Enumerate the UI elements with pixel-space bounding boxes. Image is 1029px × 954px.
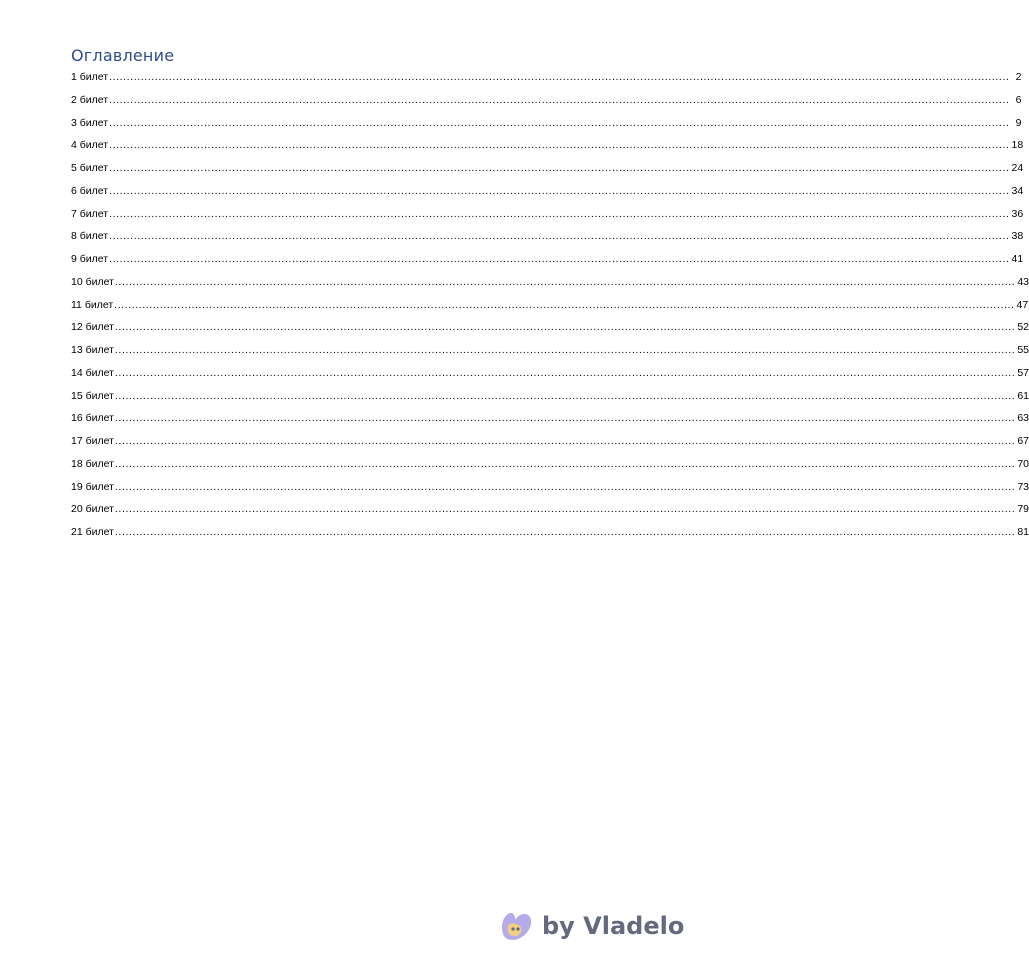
toc-entry-label: 18 билет — [71, 457, 114, 470]
toc-entry-page: 57 — [1017, 366, 1029, 379]
toc-entry[interactable] — [71, 161, 1024, 184]
toc-leader-dots — [109, 93, 1009, 108]
toc-entry-label: 12 билет — [71, 321, 114, 334]
toc-entry-page: 36 — [1011, 207, 1024, 220]
toc-entry-page: 18 — [1011, 139, 1024, 152]
toc-entry[interactable] — [71, 457, 1029, 480]
toc-entry[interactable] — [71, 434, 1029, 457]
toc-entry-label: 7 билет — [71, 207, 109, 220]
toc-entry[interactable] — [71, 252, 1024, 275]
watermark — [496, 904, 684, 948]
toc-entry[interactable] — [71, 207, 1024, 230]
toc-leader-dots — [109, 252, 1009, 267]
toc-entry-page: 52 — [1017, 321, 1029, 334]
toc-entry-page: 61 — [1017, 389, 1029, 402]
toc-entry-page: 55 — [1017, 344, 1029, 356]
toc-leader-dots — [109, 116, 1009, 131]
toc-leader-dots — [115, 366, 1015, 381]
toc-entry-label: 19 билет — [71, 480, 114, 493]
toc-entry-page: 41 — [1011, 253, 1024, 265]
toc-entry[interactable] — [71, 275, 1029, 298]
toc-entry[interactable] — [71, 93, 1022, 116]
toc-entry[interactable] — [71, 389, 1029, 412]
toc-entry-label: 21 билет — [71, 526, 114, 538]
toc-entry-label: 8 билет — [71, 230, 109, 243]
toc-list — [71, 70, 1029, 548]
toc-leader-dots — [109, 207, 1009, 222]
toc-leader-dots — [115, 502, 1015, 517]
toc-entry-page: 81 — [1017, 526, 1029, 538]
toc-entry-page: 38 — [1011, 230, 1024, 243]
toc-leader-dots — [115, 457, 1015, 472]
toc-leader-dots — [115, 525, 1015, 540]
toc-entry-label: 14 билет — [71, 366, 114, 379]
toc-entry-page: 9 — [1015, 116, 1022, 129]
toc-entry-page: 6 — [1015, 93, 1022, 106]
toc-leader-dots — [109, 229, 1009, 244]
toc-entry[interactable] — [71, 184, 1024, 207]
toc-entry-label: 5 билет — [71, 162, 109, 174]
toc-entry-page: 34 — [1011, 184, 1024, 197]
toc-leader-dots — [109, 138, 1009, 153]
toc-entry-page: 73 — [1017, 480, 1029, 493]
toc-title: Оглавление — [71, 46, 175, 65]
toc-entry[interactable] — [71, 525, 1029, 548]
toc-entry[interactable] — [71, 138, 1024, 161]
toc-leader-dots — [109, 184, 1009, 199]
toc-entry[interactable] — [71, 116, 1022, 139]
toc-entry[interactable] — [71, 70, 1022, 93]
toc-leader-dots — [115, 480, 1015, 495]
toc-entry-label: 17 билет — [71, 435, 114, 447]
toc-entry-page: 70 — [1017, 457, 1029, 470]
toc-entry[interactable] — [71, 320, 1029, 343]
toc-entry[interactable] — [71, 366, 1029, 389]
toc-entry-page: 47 — [1016, 298, 1029, 311]
toc-leader-dots — [115, 320, 1015, 335]
toc-entry[interactable] — [71, 343, 1029, 366]
vladelo-logo-icon — [496, 906, 536, 946]
toc-leader-dots — [115, 411, 1015, 426]
watermark-text: by Vladelo — [542, 912, 685, 940]
toc-entry-page: 67 — [1017, 435, 1029, 447]
toc-leader-dots — [115, 275, 1015, 290]
toc-entry-label: 6 билет — [71, 184, 109, 197]
toc-entry[interactable] — [71, 480, 1029, 503]
toc-entry-label: 3 билет — [71, 116, 109, 129]
toc-leader-dots — [109, 161, 1009, 176]
toc-entry-label: 9 билет — [71, 253, 109, 265]
toc-entry-label: 1 билет — [71, 71, 109, 83]
toc-entry-page: 2 — [1015, 71, 1022, 83]
toc-entry-page: 63 — [1017, 412, 1029, 425]
toc-leader-dots — [115, 389, 1015, 404]
toc-entry-label: 15 билет — [71, 389, 114, 402]
toc-entry[interactable] — [71, 411, 1029, 434]
toc-leader-dots — [114, 298, 1014, 313]
toc-entry-page: 24 — [1011, 162, 1024, 174]
toc-entry[interactable] — [71, 502, 1029, 525]
toc-entry-label: 13 билет — [71, 344, 114, 356]
toc-entry-page: 43 — [1017, 275, 1029, 288]
toc-entry[interactable] — [71, 298, 1029, 321]
toc-entry[interactable] — [71, 229, 1024, 252]
toc-leader-dots — [115, 343, 1015, 358]
toc-entry-page: 79 — [1017, 503, 1029, 516]
toc-entry-label: 11 билет — [71, 298, 114, 311]
toc-entry-label: 16 билет — [71, 412, 114, 425]
toc-leader-dots — [109, 70, 1009, 85]
toc-leader-dots — [115, 434, 1015, 449]
toc-entry-label: 4 билет — [71, 139, 109, 152]
toc-entry-label: 2 билет — [71, 93, 109, 106]
toc-entry-label: 10 билет — [71, 275, 114, 288]
toc-entry-label: 20 билет — [71, 503, 114, 516]
